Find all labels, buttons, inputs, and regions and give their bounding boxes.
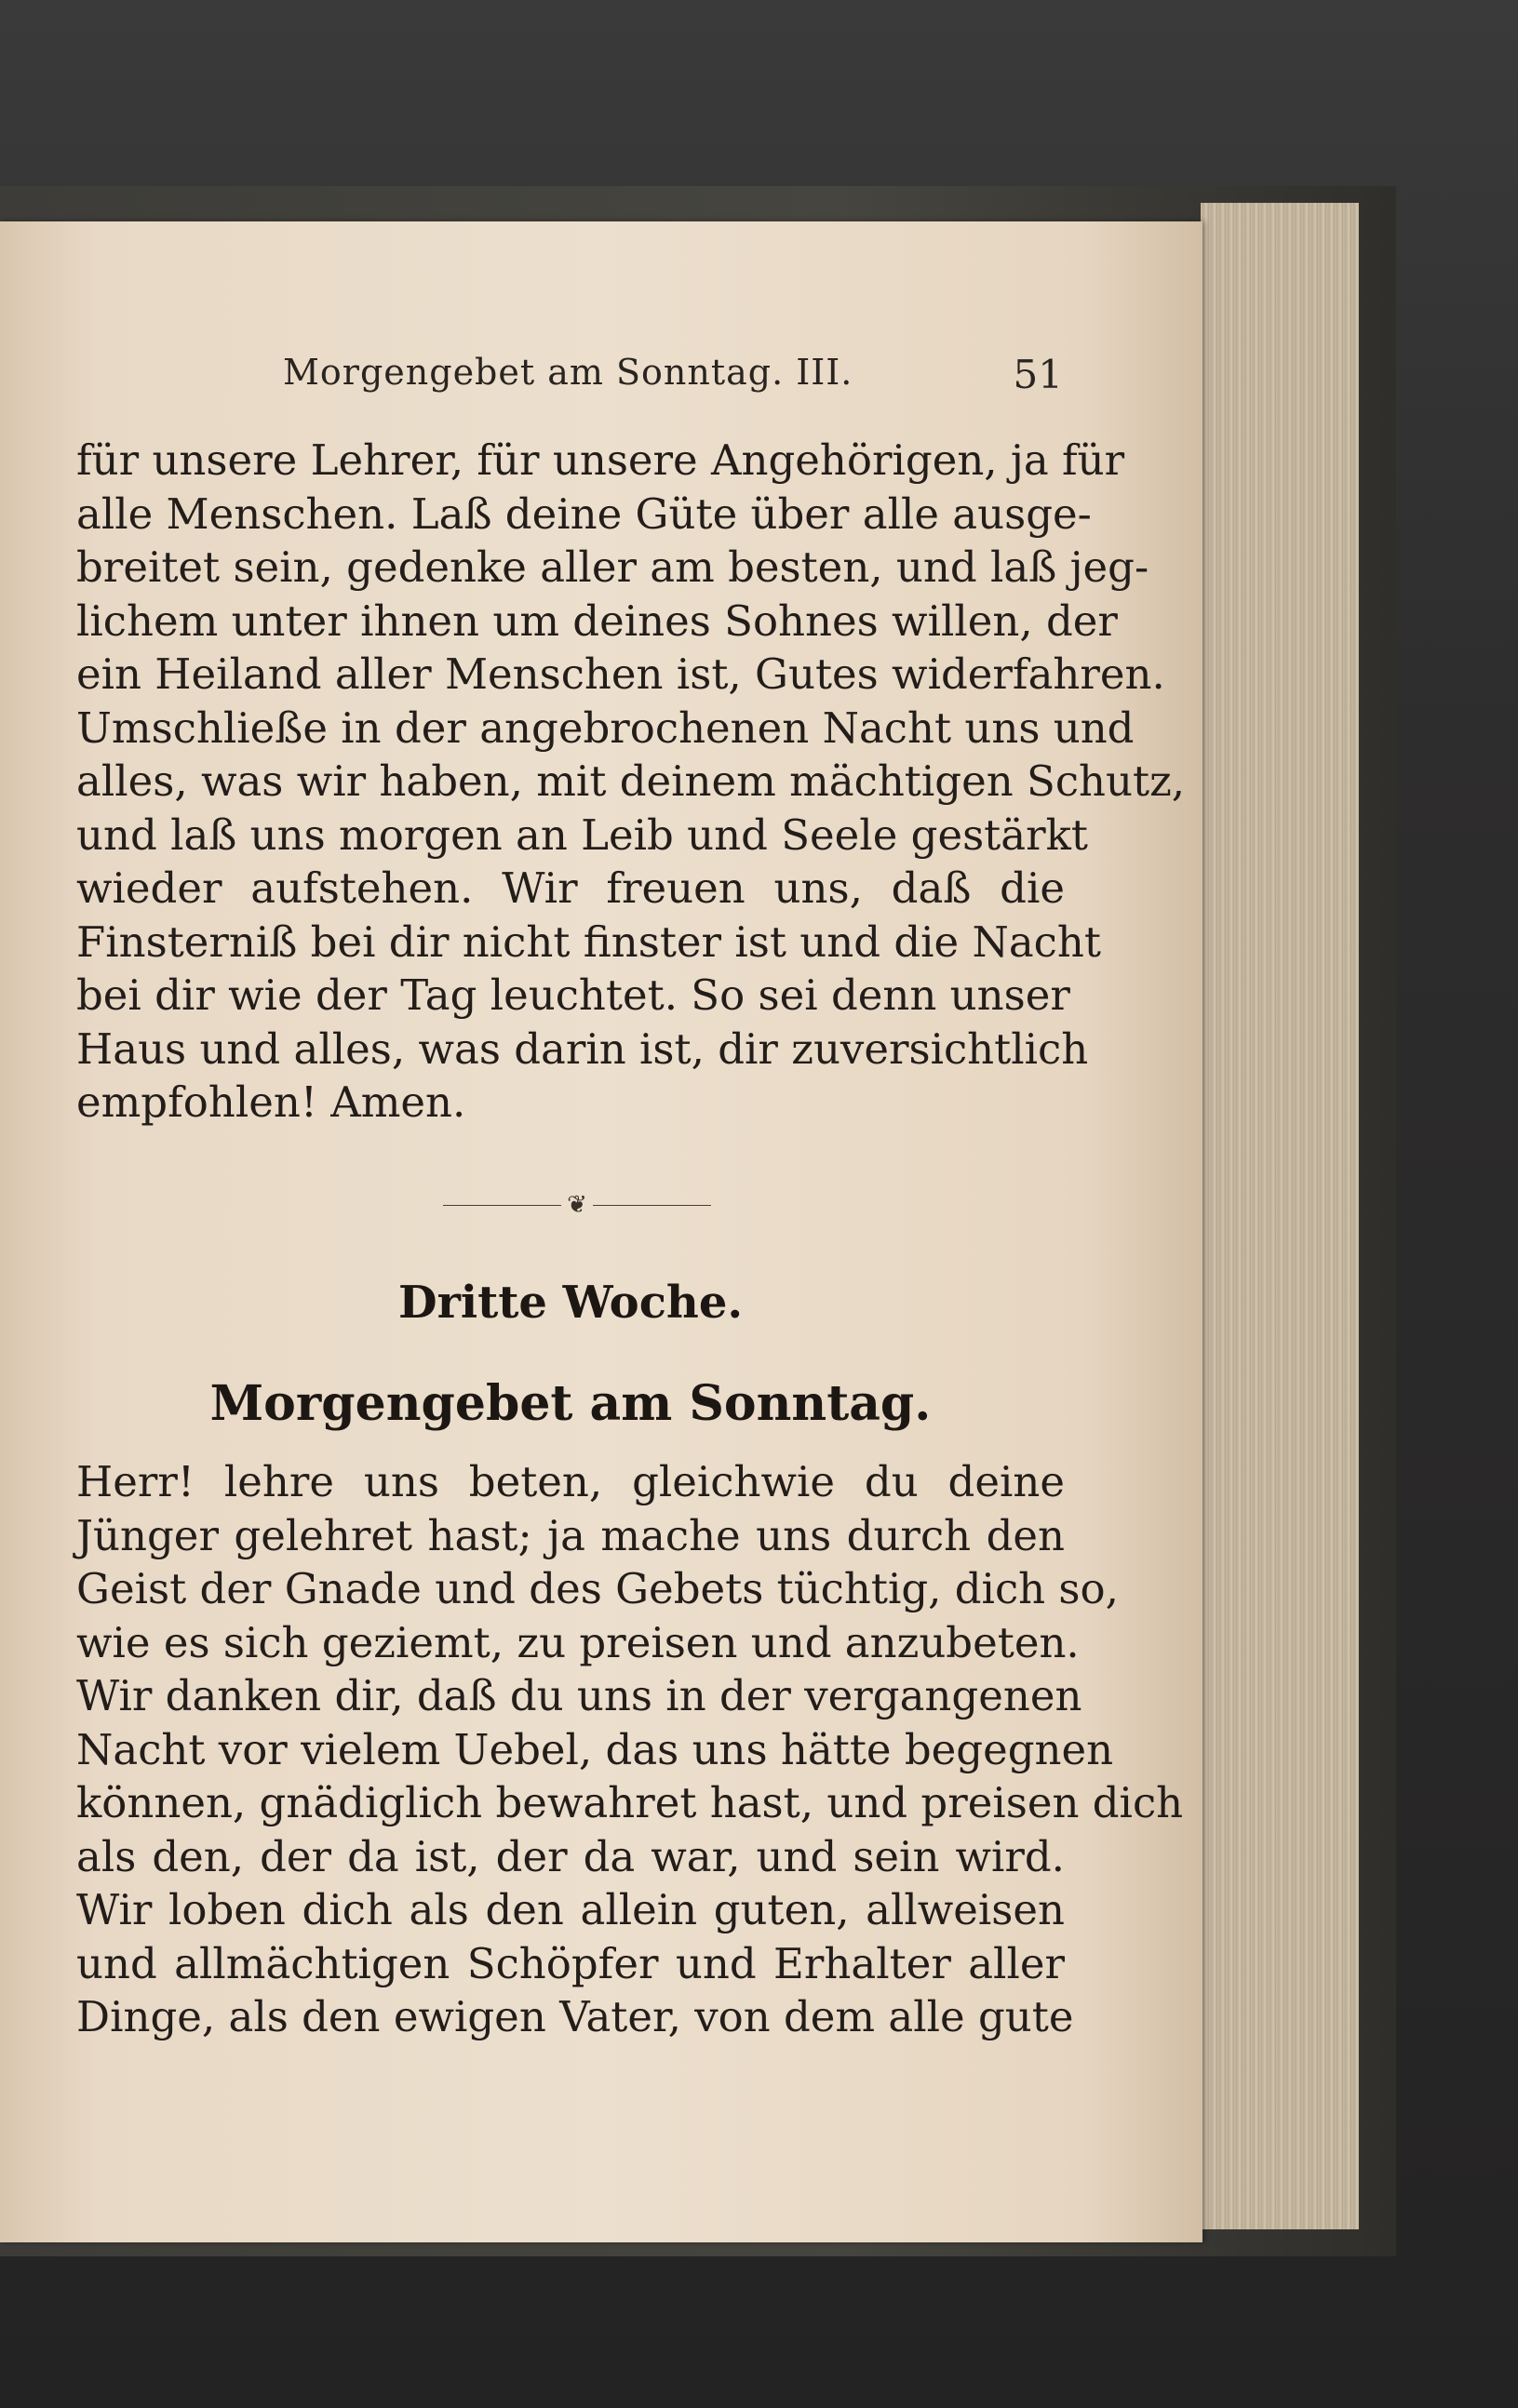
page-header [76,346,1063,402]
text-line: bei dir wie der Tag leuchtet. So sei denn unser [76,970,1070,1020]
divider-rule-left [443,1205,561,1206]
paragraph-2 [76,1455,1184,2044]
week-heading: Dritte Woche. [397,1277,744,1329]
text-line: als den, der da ist, der da war, und sein wird. [76,1831,1065,1881]
text-line: Umschließe in der angebrochenen Nacht uns und [76,702,1135,753]
section-divider [437,1191,717,1219]
text-line: Haus und alles, was darin ist, dir zuversichtlich [76,1023,1089,1074]
text-line: Geist der Gnade und des Gebets tüchtig, dich so, [76,1564,1119,1613]
text-line: für unsere Lehrer, für unsere Angehörigen, ja für [76,435,1125,485]
divider-rule-right [593,1205,711,1206]
text-line: Finsterniß bei dir nicht finster ist und die Nacht [76,916,1101,967]
text-line: lichem unter ihnen um deines Sohnes willen, der [76,595,1118,646]
text-line: Wir loben dich als den allein guten, allweisen [76,1885,1065,1934]
text-line: breitet sein, gedenke aller am besten, und laß jeg- [76,542,1149,592]
text-line: empfohlen! Amen. [76,1077,466,1127]
text-line: Wir danken dir, daß du uns in der vergangenen [76,1671,1082,1720]
text-line: wie es sich geziemt, zu preisen und anzubeten. [76,1617,1080,1667]
text-line: alle Menschen. Laß deine Güte über alle ausge- [76,488,1092,539]
ornament-icon: ❦ [567,1191,587,1219]
page-edges [1201,203,1359,2229]
text-line: und laß uns morgen an Leib und Seele gestärkt [76,809,1088,860]
text-line: alles, was wir haben, mit deinem mächtigen Schutz, [76,756,1186,806]
text-line: Herr! lehre uns beten, gleichwie du deine [76,1457,1065,1506]
text-line: ein Heiland aller Menschen ist, Gutes widerfahren. [76,649,1165,699]
paragraph-1 [76,434,1186,1130]
text-line: Jünger gelehret hast; ja mache uns durch den [76,1510,1065,1560]
text-line: Dinge, als den ewigen Vater, von dem alle gute [76,1992,1074,2041]
running-title: Morgengebet am Sonntag. III. [283,352,853,393]
text-line: Nacht vor vielem Uebel, das uns hätte begegnen [76,1724,1114,1774]
text-line: wieder aufstehen. Wir freuen uns, daß die [76,863,1065,913]
prayer-heading: Morgengebet am Sonntag. [209,1375,932,1432]
text-line: können, gnädiglich bewahret hast, und preisen dich [76,1778,1184,1827]
text-line: und allmächtigen Schöpfer und Erhalter aller [76,1938,1065,1988]
page-number: 51 [1013,352,1063,397]
